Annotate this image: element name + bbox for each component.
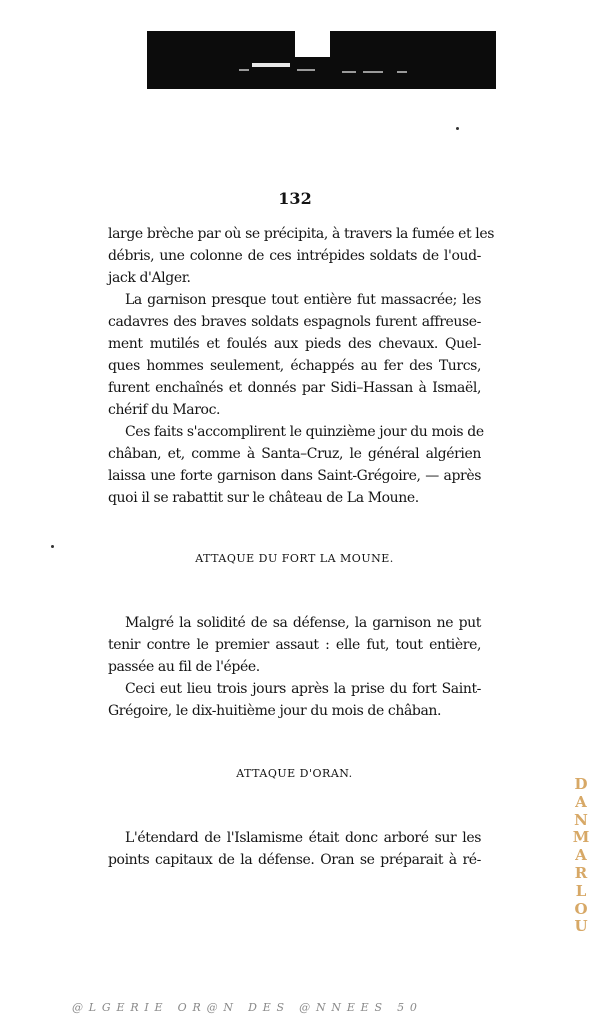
section-heading: ATTAQUE D'ORAN. (236, 767, 353, 780)
bar-dash (297, 69, 315, 71)
text-line: large brèche par où se précipita, à travers la fumée et les (108, 226, 495, 242)
bar-dash (342, 71, 356, 73)
bar-dash (397, 71, 407, 73)
text-line: chérif du Maroc. (108, 402, 221, 418)
section-heading: ATTAQUE DU FORT LA MOUNE. (195, 552, 394, 565)
text-line: quoi il se rabattit sur le château de La Moune. (108, 490, 419, 506)
footer-watermark: @LGERIE OR@N DES @NNEES 50 (72, 1001, 423, 1014)
text-line: cadavres des braves soldats espagnols furent affreuse- (108, 314, 481, 330)
text-line: Ces faits s'accomplirent le quinzième jour du mois de (125, 424, 484, 440)
text-line: laissa une forte garnison dans Saint-Grégoire, — après (108, 468, 481, 484)
text-line: ques hommes seulement, échappés au fer des Turcs, (108, 358, 481, 374)
redaction-bar (147, 31, 496, 89)
text-line: débris, une colonne de ces intrépides soldats de l'oud- (108, 248, 481, 264)
text-line: tenir contre le premier assaut : elle fut, tout entière, (108, 637, 481, 653)
text-line: points capitaux de la défense. Oran se préparait à ré- (108, 852, 481, 868)
text-line: L'étendard de l'Islamisme était donc arboré sur les (125, 830, 481, 846)
bar-dash (239, 69, 249, 71)
page-number: 132 (278, 189, 312, 208)
text-line: La garnison presque tout entière fut massacrée; les (125, 292, 481, 308)
text-line: Grégoire, le dix-huitième jour du mois de châban. (108, 703, 442, 719)
speck (456, 127, 459, 130)
text-line: passée au fil de l'épée. (108, 659, 260, 675)
vertical-watermark: DANMARLOU (572, 775, 590, 936)
text-line: Malgré la solidité de sa défense, la garnison ne put (125, 615, 481, 631)
text-line: furent enchaînés et donnés par Sidi–Hassan à Ismaël, (108, 380, 481, 396)
text-line: châban, et, comme à Santa–Cruz, le général algérien (108, 446, 481, 462)
text-line: jack d'Alger. (108, 270, 191, 286)
speck (51, 545, 54, 548)
bar-notch (295, 31, 330, 57)
bar-dash (363, 71, 383, 73)
text-line: ment mutilés et foulés aux pieds des chevaux. Quel- (108, 336, 481, 352)
text-line: Ceci eut lieu trois jours après la prise du fort Saint- (125, 681, 481, 697)
bar-streak (252, 63, 290, 67)
